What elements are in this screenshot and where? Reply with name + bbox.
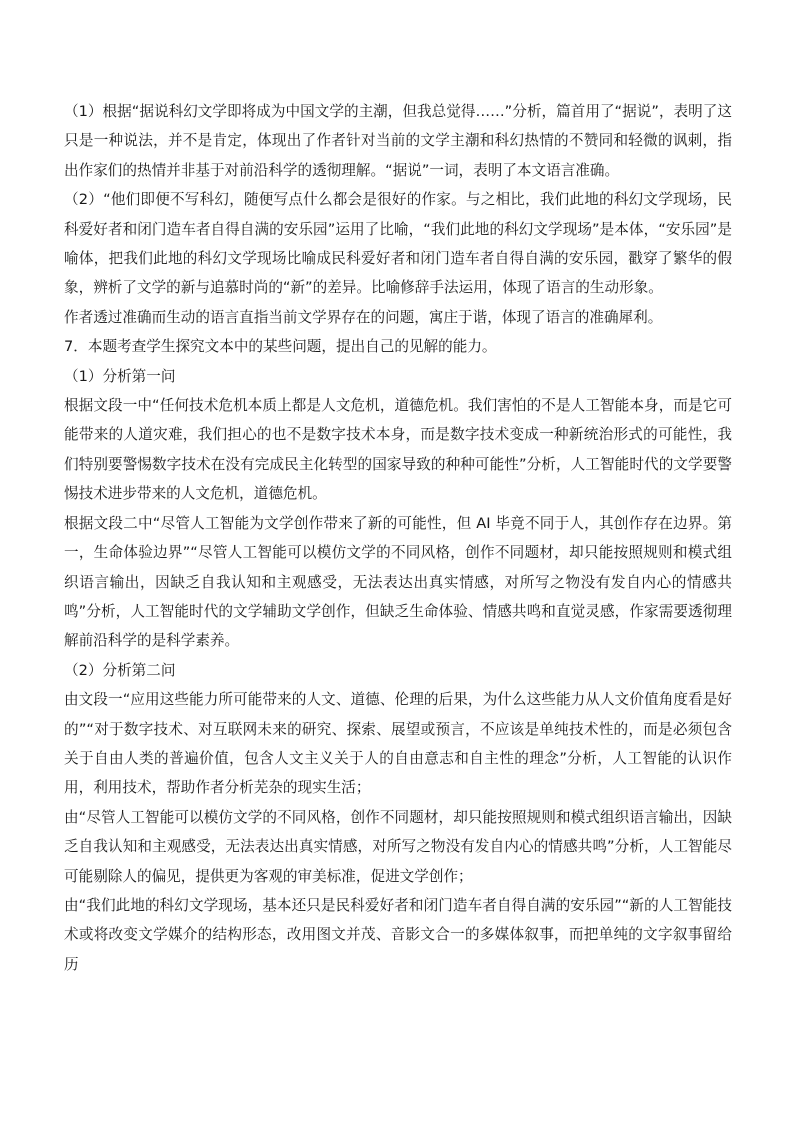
paragraph-2-metaphor-analysis-b: （2）“他们即便不写科幻，随便写点什么都会是很好的作家。与之相比，我们此地的科幻文学现场，民科爱好者和闭门造车者自得自满的安乐园”运用了比喻，“我们此地的科幻文学现场”是本体，“安乐园”是喻体，把我们此地的科幻文学现场比喻成民科爱好者和闭门造车者自得自满的安乐园，戳穿了繁华的假象，辨析了文学的新与追慕时尚的“新”的差异。比喻修辞手法运用，体现了语言的生动形象。: [64, 191, 732, 297]
paragraph-8-subheading-2: （2）分析第二问: [64, 661, 176, 679]
paragraph-11-media-structure: 由“我们此地的科幻文学现场，基本还只是民科爱好者和闭门造车者自得自满的安乐园”“新的人工智能技术或将改变文学媒介的结构形态，改用图文并茂、音影文合一的多媒体叙事，而把单纯的文字叙事留给历: [64, 896, 732, 973]
paragraph-1-metaphor-analysis-a: （1）根据“据说科幻文学即将成为中国文学的主潮，但我总觉得……”分析，篇首用了“据说”，表明了这只是一种说法，并不是肯定，体现出了作者针对当前的文学主潮和科幻热情的不赞同和轻微的讽刺，指出作家们的热情并非基于对前沿科学的透彻理解。“据说”一词，表明了本文语言准确。: [64, 103, 732, 179]
document-body: [64, 97, 732, 979]
paragraph-9-cognitive-role: 由文段一“应用这些能力所可能带来的人文、道德、伦理的后果，为什么这些能力从人文价值角度看是好的”“对于数字技术、对互联网未来的研究、探索、展望或预言，不应该是单纯技术性的，而是必须包含关于自由人类的普遍价值，包含人文主义关于人的自由意志和自主性的理念”分析，人工智能的认识作用，利用技术，帮助作者分析芜杂的现实生活；: [64, 691, 732, 797]
paragraph-4-question-7: 7．本题考查学生探究文本中的某些问题，提出自己的见解的能力。: [64, 338, 497, 356]
paragraph-5-subheading-1: （1）分析第一问: [64, 367, 176, 385]
paragraph-3-language-summary: 作者透过准确而生动的语言直指当前文学界存在的问题，寓庄于谐，体现了语言的准确犀利。: [64, 308, 663, 326]
paragraph-6-analysis-segment-1: 根据文段一中“任何技术危机本质上都是人文危机，道德危机。我们害怕的不是人工智能本身，而是它可能带来的人道灾难，我们担心的也不是数字技术本身，而是数字技术变成一种新统治形式的可能性，我们特别要警惕数字技术在没有完成民主化转型的国家导致的种种可能性”分析，人工智能时代的文学要警惕技术进步带来的人文危机，道德危机。: [64, 397, 732, 503]
paragraph-10-objective-standard: 由“尽管人工智能可以模仿文学的不同风格，创作不同题材，却只能按照规则和模式组织语言输出，因缺乏自我认知和主观感受，无法表达出真实情感，对所写之物没有发自内心的情感共鸣”分析，人工智能尽可能剔除人的偏见，提供更为客观的审美标准，促进文学创作；: [64, 808, 732, 885]
paragraph-7-analysis-segment-2: 根据文段二中“尽管人工智能为文学创作带来了新的可能性，但 AI 毕竟不同于人，其创作存在边界。第一，生命体验边界”“尽管人工智能可以模仿文学的不同风格，创作不同题材，却只能按照规则和模式组织语言输出，因缺乏自我认知和主观感受，无法表达出真实情感，对所写之物没有发自内心的情感共鸣”分析，人工智能时代的文学辅助文学创作，但缺乏生命体验、情感共鸣和直觉灵感，作家需要透彻理解前沿科学的是科学素养。: [64, 514, 732, 650]
